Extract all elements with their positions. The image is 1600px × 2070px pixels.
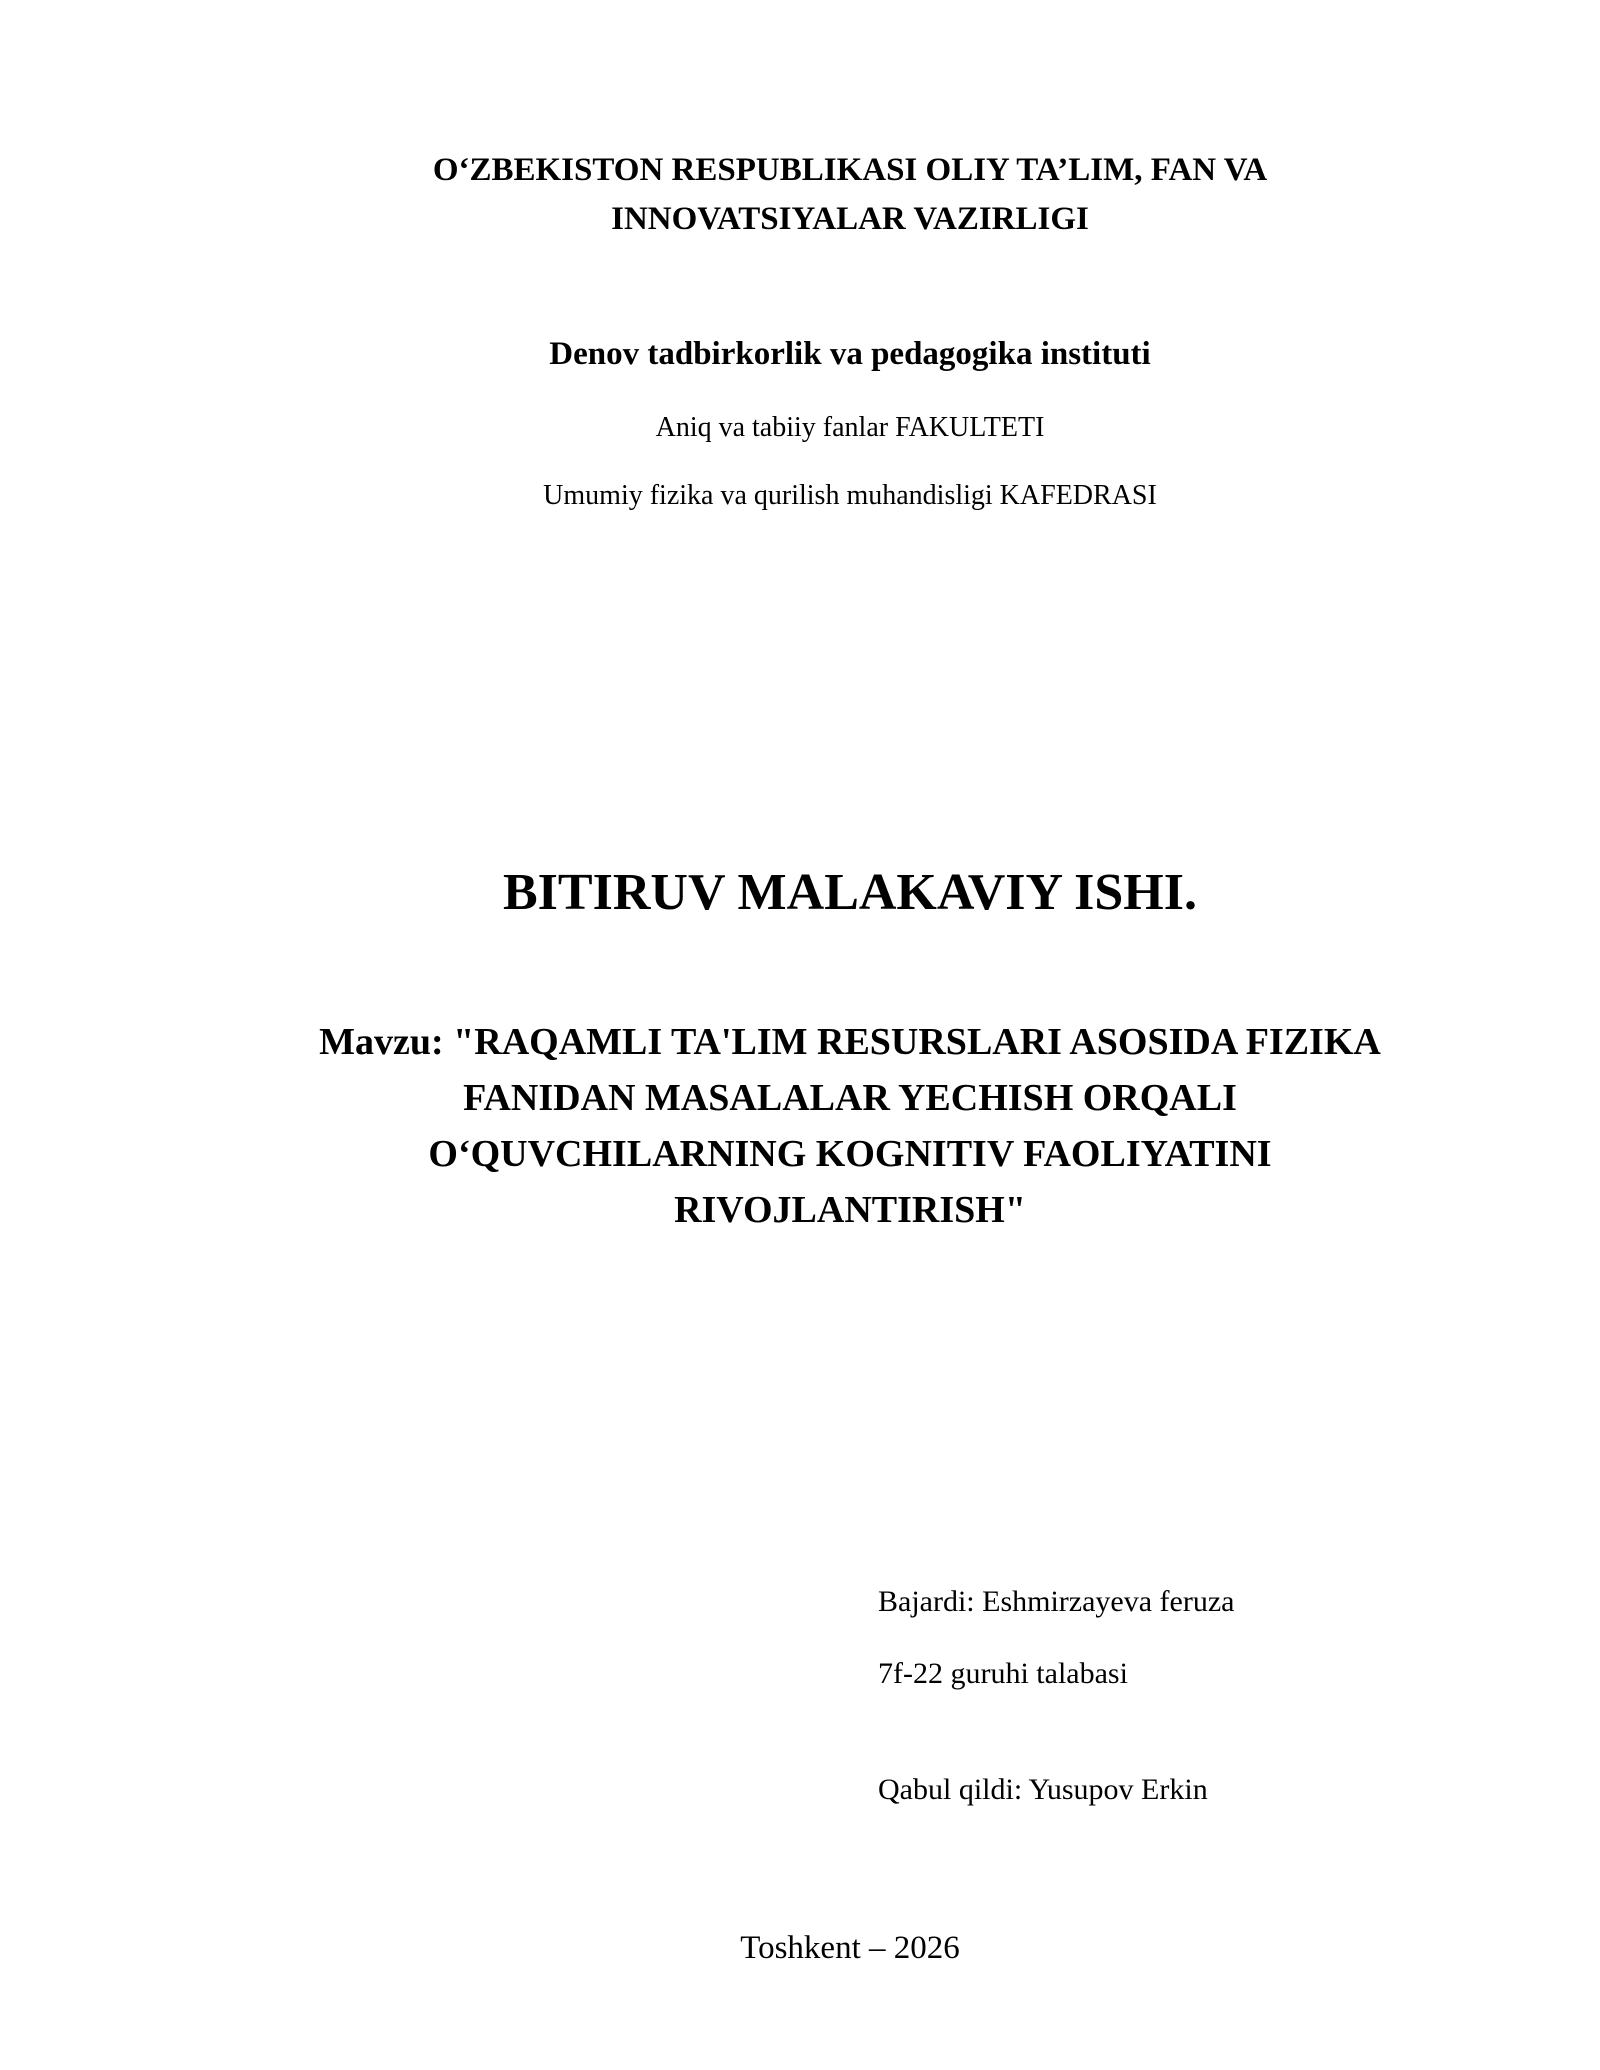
topic-line: O‘QUVCHILARNING KOGNITIV FAOLIYATINI [428,1133,1272,1175]
institute-name: Denov tadbirkorlik va pedagogika instituti [549,336,1151,372]
performer-line: Bajardi: Eshmirzayeva feruza [878,1585,1235,1618]
city-year: Toshkent – 2026 [740,1930,960,1966]
ministry-line-1: O‘ZBEKISTON RESPUBLIKASI OLIY TA’LIM, FAN VA [432,152,1268,188]
topic-block [0,1014,1600,1238]
document-title: BITIRUV MALAKAVIY ISHI. [503,864,1197,921]
ministry-line-2: INNOVATSIYALAR VAZIRLIGI [611,201,1089,237]
faculty-name: Aniq va tabiiy fanlar FAKULTETI [655,412,1045,443]
topic-line: Mavzu: "RAQAMLI TA'LIM RESURSLARI ASOSIDA FIZIKA [319,1021,1381,1063]
group-line: 7f-22 guruhi talabasi [878,1657,1128,1690]
accepted-by-line: Qabul qildi: Yusupov Erkin [878,1773,1208,1806]
ministry-heading [0,146,1600,244]
topic-line: FANIDAN MASALALAR YECHISH ORQALI [463,1077,1237,1119]
department-name: Umumiy fizika va qurilish muhandisligi KAFEDRASI [543,480,1157,511]
topic-line: RIVOJLANTIRISH" [674,1189,1026,1231]
